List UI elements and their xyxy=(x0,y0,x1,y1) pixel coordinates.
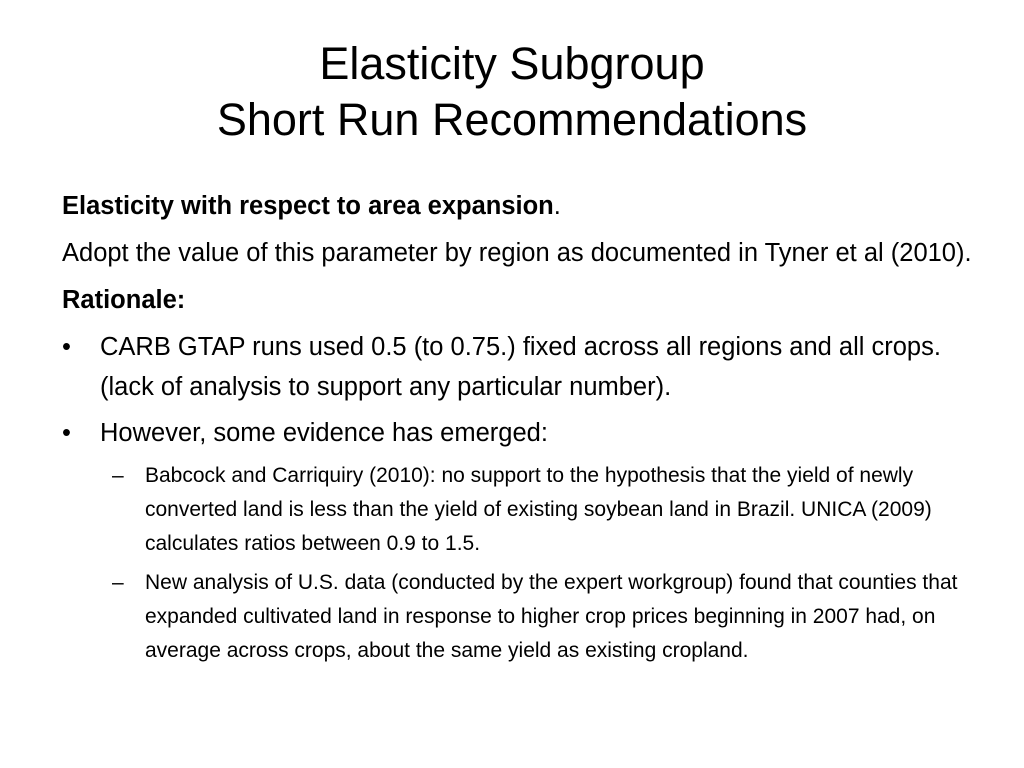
sub-bullet-text: Babcock and Carriquiry (2010): no support to the hypothesis that the yield of newly converted land is less than the yield of existing soybean land in Brazil. UNICA (2009) calculates ratios between 0.9 to 1.5. xyxy=(145,464,932,555)
title-line-2: Short Run Recommendations xyxy=(216,94,808,145)
section-heading-elasticity xyxy=(62,186,972,226)
sub-bullet-item xyxy=(62,459,972,561)
adopt-paragraph: Adopt the value of this parameter by region as documented in Tyner et al (2010). xyxy=(62,239,972,267)
bullet-marker: • xyxy=(62,419,71,447)
sub-bullet-text: New analysis of U.S. data (conducted by the expert workgroup) found that counties that expanded cultivated land in response to higher crop prices beginning in 2007 had, on average across crops, about the same yield as existing cropland. xyxy=(145,571,958,662)
sub-bullet-marker: – xyxy=(112,464,124,487)
bullet-item xyxy=(62,327,972,407)
sub-bullet-marker: – xyxy=(112,571,124,594)
section-heading-rationale xyxy=(62,280,972,320)
bullet-marker: • xyxy=(62,333,71,361)
bullet-text: However, some evidence has emerged: xyxy=(100,419,548,447)
heading-tail: . xyxy=(553,192,561,220)
sub-bullet-item xyxy=(62,566,972,668)
heading-bold-text: Elasticity with respect to area expansion xyxy=(62,192,554,220)
bullet-text: CARB GTAP runs used 0.5 (to 0.75.) fixed across all regions and all crops. (lack of analysis to support any particular number). xyxy=(100,333,941,401)
slide-body xyxy=(62,186,972,673)
slide-title xyxy=(0,36,1024,148)
rationale-label: Rationale: xyxy=(62,286,186,314)
bullet-item xyxy=(62,413,972,453)
title-line-1: Elasticity Subgroup xyxy=(319,38,705,89)
